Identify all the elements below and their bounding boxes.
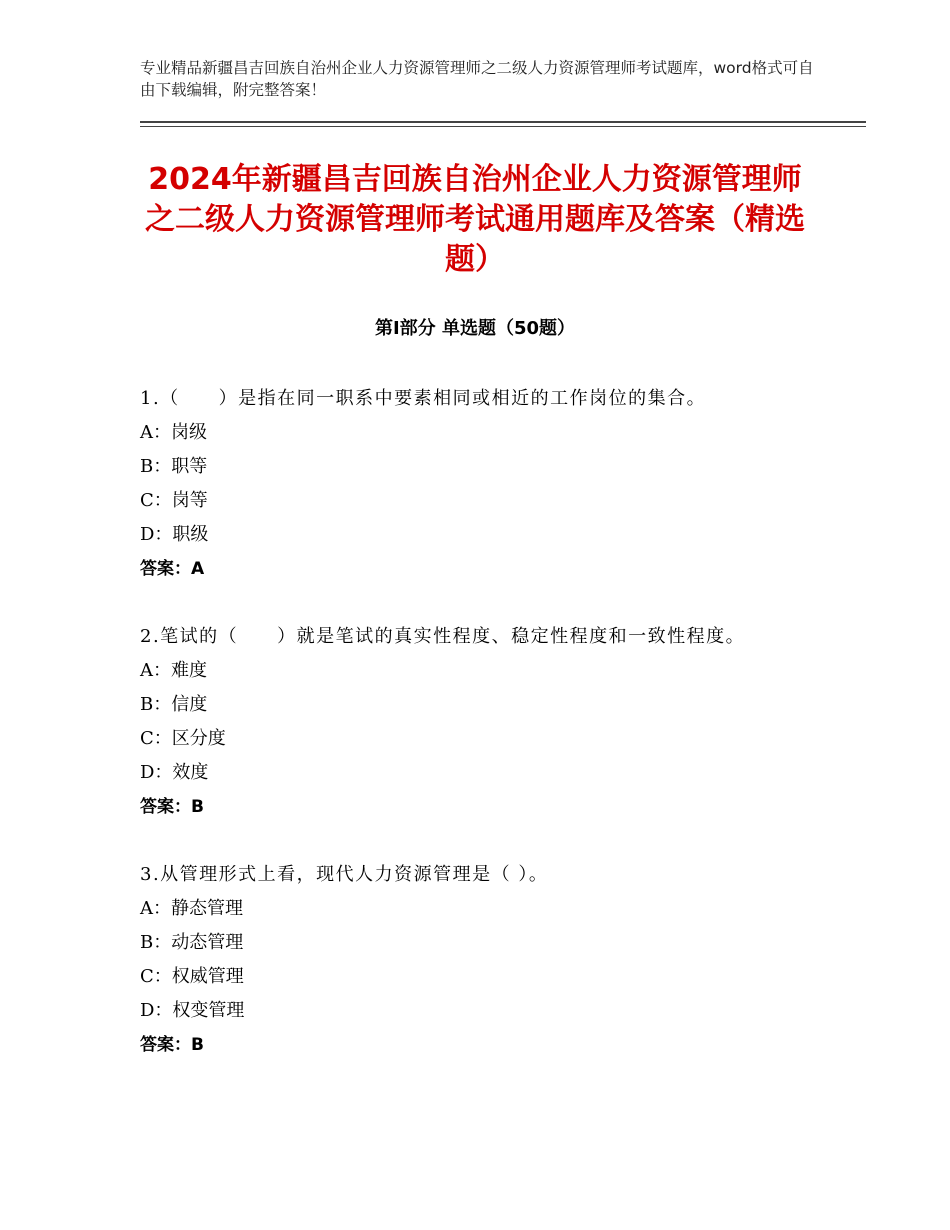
header-note: 专业精品新疆昌吉回族自治州企业人力资源管理师之二级人力资源管理师考试题库，word格式可自由下载编辑，附完整答案！ <box>140 59 814 99</box>
document-title: 2024年新疆昌吉回族自治州企业人力资源管理师之二级人力资源管理师考试通用题库及答案（精选题） <box>145 162 805 277</box>
question-stem: 2.笔试的（ ）就是笔试的真实性程度、稳定性程度和一致性程度。 <box>140 626 746 647</box>
question-stem: 1.（ ）是指在同一职系中要素相同或相近的工作岗位的集合。 <box>140 388 707 409</box>
question-2 <box>140 620 820 824</box>
question-3 <box>140 858 820 1062</box>
option-d: D：职级 <box>140 524 209 545</box>
option-d: D：权变管理 <box>140 1000 245 1021</box>
answer: 答案：A <box>140 559 205 579</box>
option-d: D：效度 <box>140 762 209 783</box>
question-list <box>140 382 820 1096</box>
option-a: A：难度 <box>140 660 207 681</box>
answer: 答案：B <box>140 1035 204 1055</box>
option-c: C：岗等 <box>140 490 208 511</box>
option-c: C：权威管理 <box>140 966 244 987</box>
question-stem: 3.从管理形式上看，现代人力资源管理是（ ）。 <box>140 864 549 885</box>
option-b: B：信度 <box>140 694 208 715</box>
header-divider-thin <box>140 126 866 127</box>
option-c: C：区分度 <box>140 728 226 749</box>
header-divider-thick <box>140 121 866 123</box>
option-a: A：岗级 <box>140 422 207 443</box>
option-b: B：职等 <box>140 456 208 477</box>
question-1 <box>140 382 820 586</box>
answer: 答案：B <box>140 797 204 817</box>
option-b: B：动态管理 <box>140 932 244 953</box>
option-a: A：静态管理 <box>140 898 243 919</box>
section-title: 第Ⅰ部分 单选题（50题） <box>374 318 575 339</box>
